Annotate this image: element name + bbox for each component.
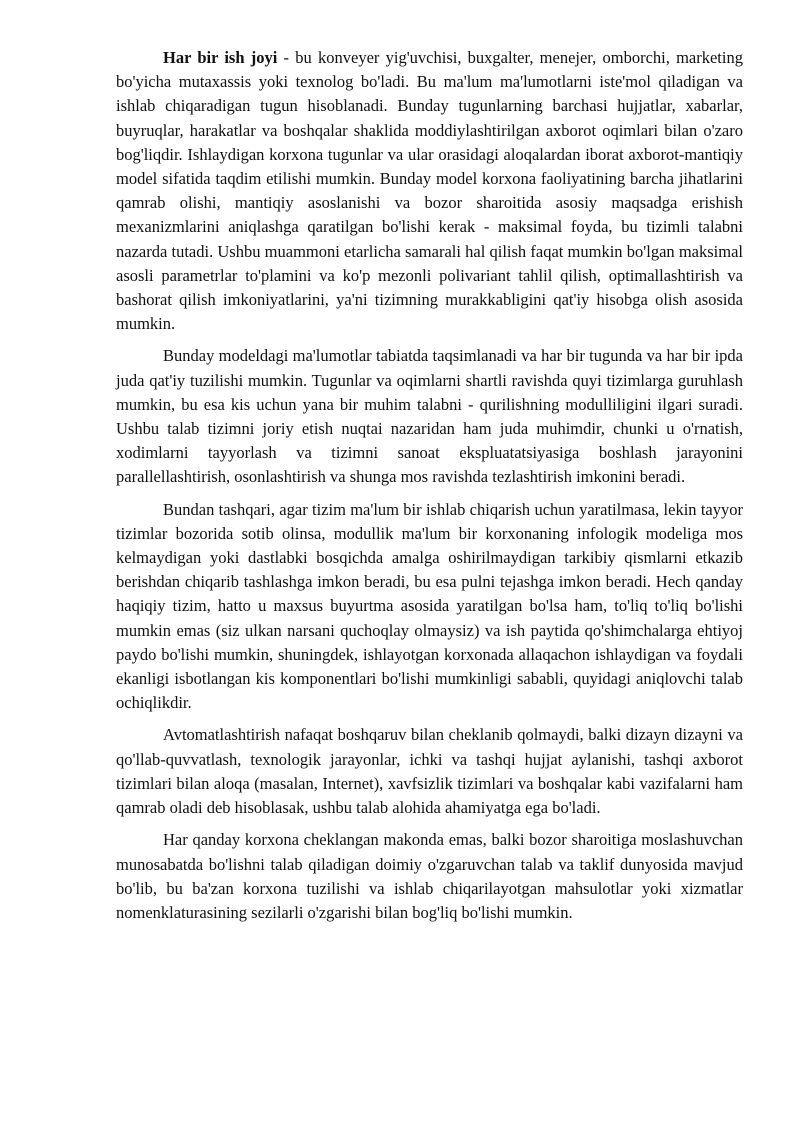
document-page: [116, 46, 743, 933]
paragraph-1: [116, 46, 743, 336]
paragraph-5: Har qanday korxona cheklangan makonda emas, balki bozor sharoitiga moslashuvchan munosabatda bo'lishni talab qiladigan doimiy o'zgaruvchan talab va taklif dunyosida mavjud bo'lib, bu ba'zan korxona tuzilishi va ishlab chiqarilayotgan mahsulotlar yoki xizmatlar nomenklaturasining sezilarli o'zgarishi bilan bog'liq bo'lishi mumkin.: [116, 830, 743, 922]
paragraph-4: Avtomatlashtirish nafaqat boshqaruv bilan cheklanib qolmaydi, balki dizayn dizayni va qo'llab-quvvatlash, texnologik jarayonlar, ichki va tashqi hujjat aylanishi, tashqi axborot tizimlari bilan aloqa (masalan, Internet), xavfsizlik tizimlari va boshqalar kabi vazifalarni ham qamrab oladi deb hisoblasak, ushbu talab alohida ahamiyatga ega bo'ladi.: [116, 725, 743, 818]
paragraph-1-text: - bu konveyer yig'uvchisi, buxgalter, menejer, omborchi, marketing bo'yicha mutaxassis yoki texnolog bo'ladi. Bu ma'lum ma'lumotlarni iste'mol qiladigan va ishlab chiqaradigan tugun hisoblanadi. Bunday tugunlarning barchasi hujjatlar, xabarlar, buyruqlar, harakatlar va boshqalar shaklida moddiylashtirilgan axborot oqimlari bilan o'zaro bog'liqdir. Ishlaydigan korxona tugunlar va ular orasidagi aloqalardan iborat axborot-mantiqiy model sifatida taqdim etilishi mumkin. Bunday model korxona faoliyatining barcha jihatlarini qamrab olishi, mantiqiy asoslanishi va bozor sharoitida asosiy maqsadga erishish mexanizmlarini aniqlashga qaratilgan bo'lishi kerak - maksimal foyda, bu tizimli talabni nazarda tutadi. Ushbu muammoni etarlicha samarali hal qilish faqat mumkin bo'lgan maksimal asosli parametrlar to'plamini va ko'p mezonli polivariant tahlil qilish, optimallashtirish va bashorat qilish imkoniyatlarini, ya'ni tizimning murakkabligini qat'iy hisobga olish asosida mumkin.: [116, 48, 743, 334]
paragraph-3: Bundan tashqari, agar tizim ma'lum bir ishlab chiqarish uchun yaratilmasa, lekin tayyor tizimlar bozorida sotib olinsa, modullik ma'lum bir korxonaning infologik modeliga mos kelmaydigan yoki dastlabki bosqichda amalga oshirilmaydigan tarkibiy qismlarni etkazib berishdan chiqarib tashlashga imkon beradi, bu esa pulni tejashga imkon beradi. Hech qanday haqiqiy tizim, hatto u maxsus buyurtma asosida yaratilgan bo'lsa ham, to'liq to'liq bo'lishi mumkin emas (siz ulkan narsani quchoqlay olmaysiz) va ish paytida qo'shimchalarga ehtiyoj paydo bo'lishi mumkin, shuningdek, ishlayotgan korxonada allaqachon ishlaydigan va foydali ekanligi isbotlangan kis komponentlari bo'lishi mumkinligi sababli, quyidagi aniqlovchi talab ochiqlikdir.: [116, 499, 743, 713]
paragraph-1-lead: Har bir ish joyi: [163, 48, 278, 67]
paragraph-2: Bunday modeldagi ma'lumotlar tabiatda taqsimlanadi va har bir tugunda va har bir ipda juda qat'iy tuzilishi mumkin. Tugunlar va oqimlarni shartli ravishda quyi tizimlarga guruhlash mumkin, bu esa kis uchun yana bir muhim talabni - qurilishning modulliligini ilgari suradi. Ushbu talab tizimni joriy etish nuqtai nazaridan ham juda muhimdir, chunki u o'rnatish, xodimlarni tayyorlash va tizimni sanoat ekspluatatsiyasiga boshlash jarayonini parallellashtirish, osonlashtirish va shunga mos ravishda tezlashtirish imkonini beradi.: [116, 346, 743, 487]
